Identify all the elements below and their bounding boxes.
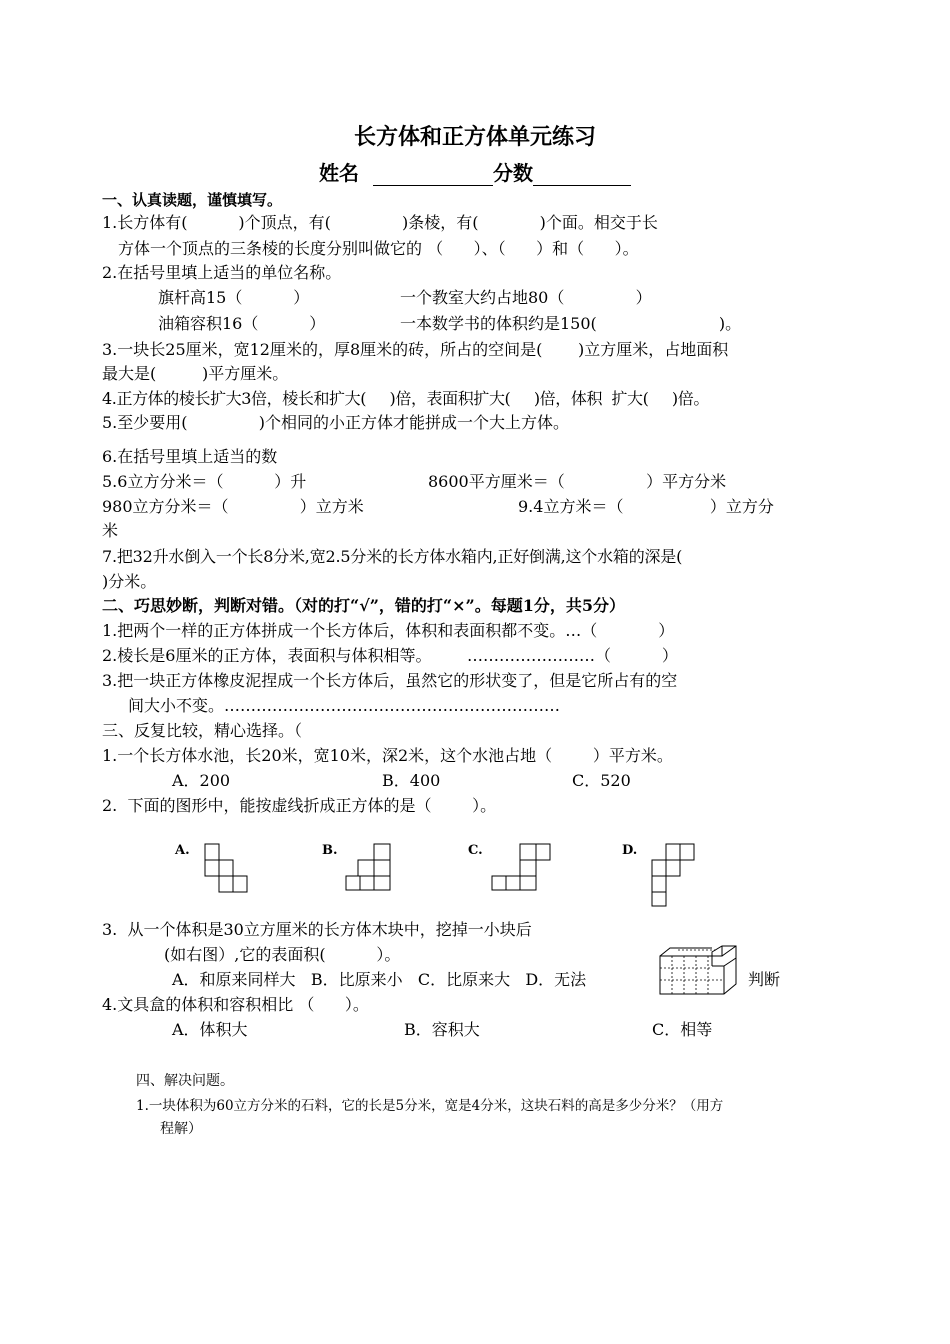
s1-q7-line1: 7.把32升水倒入一个长8分米,宽2.5分米的长方体水箱内,正好倒满,这个水箱的深是( bbox=[102, 547, 683, 566]
s3-q3-options: A．和原来同样大 B．比原来小 C．比原来大 D．无法 bbox=[172, 970, 587, 989]
s2-q3-line2: 间大小不变。……………………………………………………… bbox=[128, 696, 561, 715]
s3-q3-line1: 3. 从一个体积是30立方厘米的长方体木块中，挖掉一小块后 bbox=[102, 920, 532, 939]
s3-q4-c: C．相等 bbox=[652, 1020, 713, 1039]
s3-q4: 4.文具盒的体积和容积相比 （ ）。 bbox=[102, 995, 369, 1014]
net-figure-b bbox=[322, 840, 402, 900]
name-label: 姓名 bbox=[319, 161, 360, 185]
s2-q1: 1.把两个一样的正方体拼成一个长方体后，体积和表面积都不变。…（ ） bbox=[102, 621, 675, 640]
name-score-row bbox=[0, 160, 950, 186]
s3-q2: 2. 下面的图形中，能按虚线折成正方体的是（ ）。 bbox=[102, 796, 497, 815]
s1-q7-line2: )分米。 bbox=[102, 572, 157, 591]
s1-q2-a: 旗杆高15（ ） bbox=[158, 288, 310, 307]
section1-heading: 一、认真读题，谨慎填写。 bbox=[102, 191, 283, 209]
s1-q2-line1: 2.在括号里填上适当的单位名称。 bbox=[102, 263, 342, 282]
s1-q6-d: 9.4立方米＝（ ）立方分 bbox=[518, 497, 774, 516]
section4-heading: 四、解决问题。 bbox=[136, 1073, 234, 1089]
s1-q4: 4.正方体的棱长扩大3倍，棱长和扩大( )倍，表面积扩大( )倍，体积 扩大( )倍。 bbox=[102, 389, 709, 408]
fig-d-label: D. bbox=[622, 843, 638, 858]
s2-q2: 2.棱长是6厘米的正方体，表面积与体积相等。 ……………………（ ） bbox=[102, 646, 678, 665]
s1-q2-d: 一本数学书的体积约是150( )。 bbox=[400, 314, 742, 333]
s1-q3-line2: 最大是( )平方厘米。 bbox=[102, 364, 289, 383]
s1-q6-c: 980立方分米＝（ ）立方米 bbox=[102, 497, 364, 516]
s3-q1-b: B．400 bbox=[382, 771, 441, 790]
s3-q4-a: A．体积大 bbox=[172, 1020, 248, 1039]
s3-q1-c: C．520 bbox=[572, 771, 631, 790]
s1-q1-line2: 方体一个顶点的三条棱的长度分别叫做它的 （ ）、（ ）和（ ）。 bbox=[118, 239, 639, 258]
s1-q2-c: 油箱容积16（ ） bbox=[158, 314, 326, 333]
s1-q6-e: 米 bbox=[102, 521, 119, 540]
s2-q3-line1: 3.把一块正方体橡皮泥捏成一个长方体后，虽然它的形状变了，但是它所占有的空 bbox=[102, 671, 678, 690]
s1-q1-line1: 1.长方体有( )个顶点，有( )条棱，有( )个面。相交于长 bbox=[102, 213, 658, 232]
score-label: 分数 bbox=[492, 161, 533, 185]
s3-q3-tail: 判断 bbox=[748, 970, 781, 989]
s3-q4-b: B．容积大 bbox=[404, 1020, 480, 1039]
net-figure-c bbox=[468, 840, 558, 900]
s1-q6-a: 5.6立方分米＝（ ）升 bbox=[102, 472, 307, 491]
s3-q1: 1.一个长方体水池，长20米，宽10米，深2米，这个水池占地（ ）平方米。 bbox=[102, 746, 673, 765]
s1-q3-line1: 3.一块长25厘米，宽12厘米的，厚8厘米的砖，所占的空间是( )立方厘米，占地面积 bbox=[102, 340, 729, 359]
fig-a-label: A. bbox=[175, 843, 190, 858]
net-figure-a bbox=[175, 840, 255, 910]
s3-q1-a: A．200 bbox=[172, 771, 231, 790]
section3-heading: 三、反复比较，精心选择。（ bbox=[102, 721, 303, 740]
section2-heading: 二、巧思妙断，判断对错。（对的打“√”，错的打“×”。每题1分，共5分） bbox=[102, 596, 626, 615]
s1-q6-b: 8600平方厘米＝（ ）平方分米 bbox=[428, 472, 727, 491]
s4-q1-line2: 程解） bbox=[160, 1121, 202, 1137]
name-blank[interactable] bbox=[373, 165, 493, 186]
cuboid-notch-figure bbox=[658, 944, 742, 998]
page-title: 长方体和正方体单元练习 bbox=[353, 124, 596, 150]
s1-q6-line1: 6.在括号里填上适当的数 bbox=[102, 447, 278, 466]
s4-q1-line1: 1.一块体积为60立方分米的石料，它的长是5分米，宽是4分米，这块石料的高是多少分米？（用方 bbox=[136, 1098, 724, 1114]
fig-c-label: C. bbox=[468, 843, 483, 858]
s3-q3-line2: (如右图）,它的表面积( ）。 bbox=[164, 945, 401, 964]
score-blank[interactable] bbox=[533, 165, 631, 186]
s1-q5: 5.至少要用( )个相同的小正方体才能拼成一个大上方体。 bbox=[102, 413, 569, 432]
net-figure-d bbox=[622, 840, 712, 910]
s1-q2-b: 一个教室大约占地80（ ） bbox=[400, 288, 652, 307]
fig-b-label: B. bbox=[322, 843, 338, 858]
